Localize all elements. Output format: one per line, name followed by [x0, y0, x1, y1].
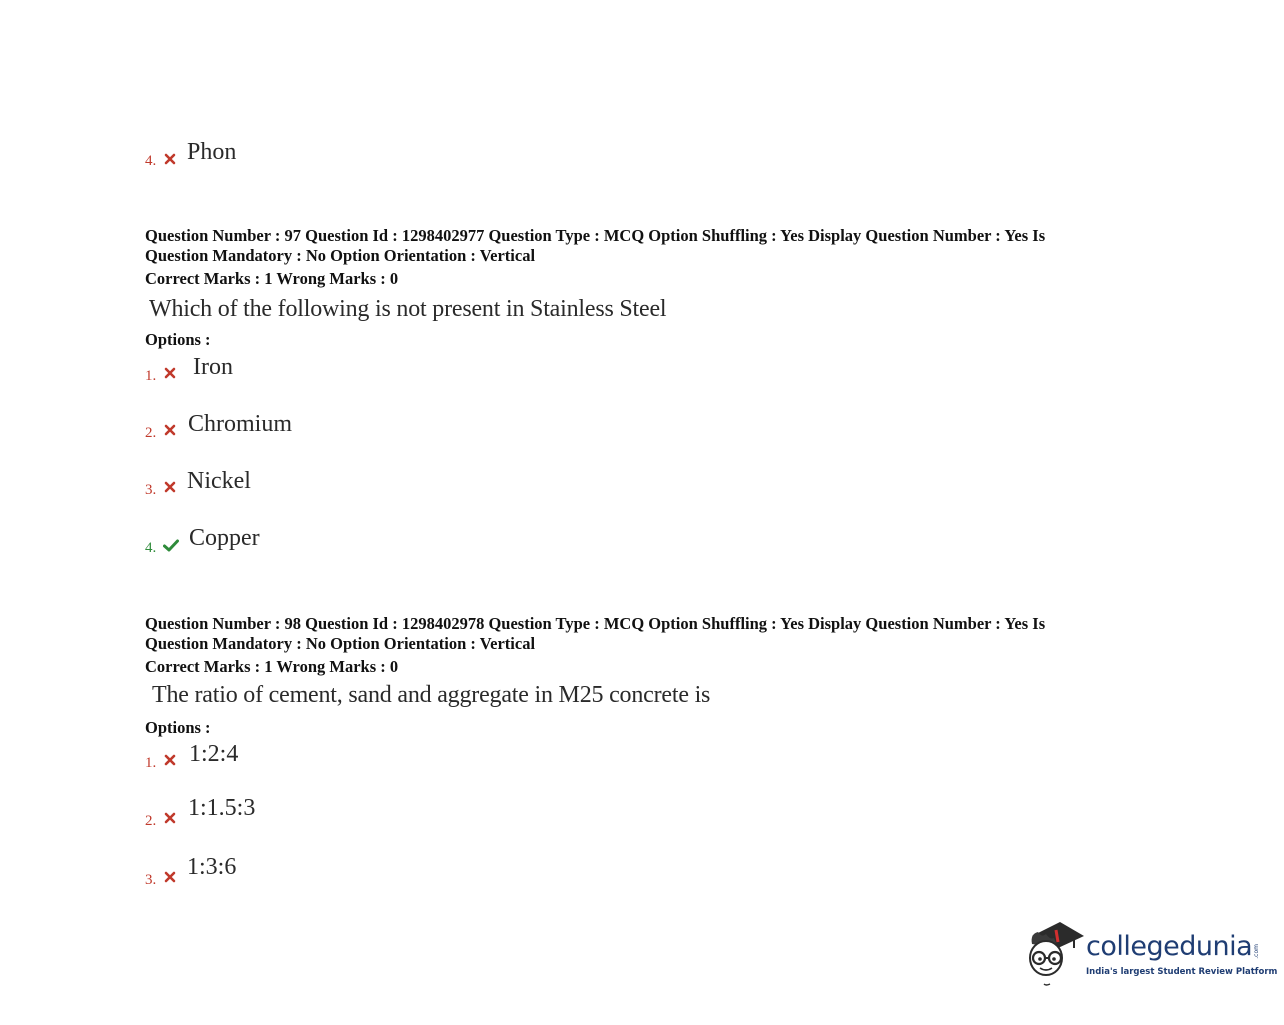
option-number: 2.: [145, 425, 157, 441]
options-label: Options :: [145, 330, 211, 349]
question-meta-line1: Question Number : 98 Question Id : 1298402978 Question Type : MCQ Option Shuffling : Yes Display Question Number : Yes Is: [145, 614, 1046, 633]
option-text: Phon: [187, 139, 237, 165]
question-meta-line2: Question Mandatory : No Option Orientation : Vertical: [145, 634, 536, 653]
wrong-cross-icon: [164, 812, 176, 824]
logo-wordmark: collegedunia: [1086, 931, 1253, 962]
option-text: Iron: [193, 354, 233, 380]
option-number: 1.: [145, 368, 157, 384]
wrong-cross-icon: [164, 871, 176, 883]
option-text: 1:2:4: [189, 741, 239, 767]
question-meta-line1: Question Number : 97 Question Id : 1298402977 Question Type : MCQ Option Shuffling : Yes Display Question Number : Yes Is: [145, 226, 1046, 245]
question-meta-line2: Question Mandatory : No Option Orientation : Vertical: [145, 246, 536, 265]
option-text: Chromium: [188, 411, 293, 437]
question-marks: Correct Marks : 1 Wrong Marks : 0: [145, 269, 399, 288]
correct-check-icon: [163, 539, 179, 552]
option-text: 1:1.5:3: [188, 795, 256, 821]
option-number: 3.: [145, 482, 157, 498]
option-number: 1.: [145, 755, 157, 771]
option-text: Copper: [189, 525, 260, 551]
option-number: 2.: [145, 813, 157, 829]
wrong-cross-icon: [164, 481, 176, 493]
collegedunia-logo[interactable]: [1024, 918, 1278, 990]
question-marks: Correct Marks : 1 Wrong Marks : 0: [145, 657, 399, 676]
wrong-cross-icon: [164, 754, 176, 766]
option-text: 1:3:6: [187, 854, 237, 880]
wrong-cross-icon: [164, 367, 176, 379]
option-number: 4.: [145, 153, 157, 169]
mascot-graduation-cap-icon: [1024, 918, 1084, 988]
question-text: Which of the following is not present in Stainless Steel: [149, 296, 667, 322]
wrong-cross-icon: [164, 153, 176, 165]
option-number: 4.: [145, 540, 157, 556]
option-number: 3.: [145, 872, 157, 888]
question-text: The ratio of cement, sand and aggregate in M25 concrete is: [152, 682, 711, 708]
option-text: Nickel: [187, 468, 251, 494]
logo-tagline: India's largest Student Review Platform: [1086, 967, 1278, 977]
wrong-cross-icon: [164, 424, 176, 436]
logo-suffix: .com: [1253, 944, 1261, 959]
options-label: Options :: [145, 718, 211, 737]
